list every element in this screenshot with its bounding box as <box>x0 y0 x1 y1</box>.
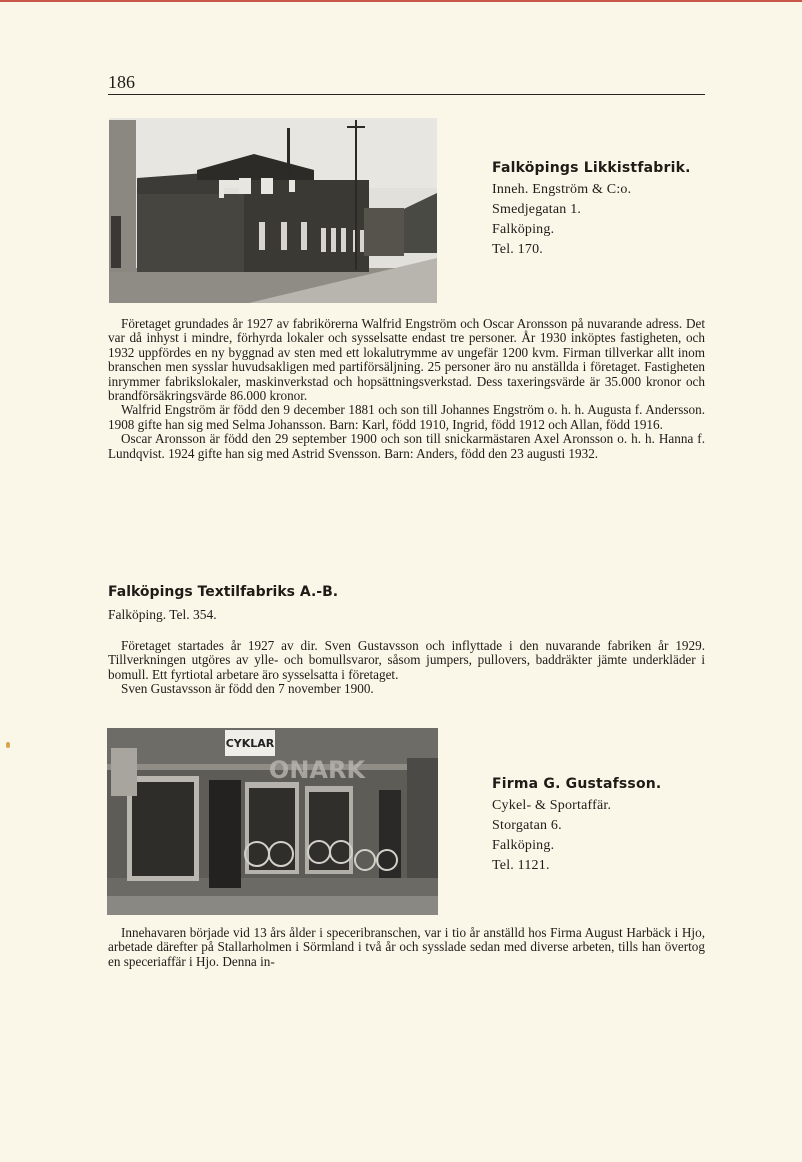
paragraph: Innehavaren började vid 13 års ålder i speceribranschen, var i tio år anställd hos Firma August Harbäck i Hjo, arbetade därefter på Stallarholmen i Sörmland i två år och sysslade sedan med diverse arbeten, tills han övertog en speceriaffär i Hjo. Denna in- <box>108 925 705 969</box>
city-line: Falköping. <box>492 838 555 853</box>
company-name: Falköpings Likkistfabrik. <box>492 160 691 176</box>
cyklar-sign: CYKLAR <box>225 737 275 750</box>
page-number: 186 <box>108 72 135 92</box>
paragraph: Sven Gustavsson är född den 7 november 1900. <box>121 681 374 697</box>
address-line: Storgatan 6. <box>492 818 562 833</box>
textilfabrik-contact: Falköping. Tel. 354. <box>108 607 217 622</box>
textilfabrik-name: Falköpings Textilfabriks A.-B. <box>108 584 339 600</box>
address-line: Smedjegatan 1. <box>492 202 582 217</box>
paper-mark <box>6 742 10 748</box>
gustafsson-text <box>108 926 705 969</box>
phone-line: Tel. 170. <box>492 242 543 257</box>
factory-photo <box>109 118 437 303</box>
paragraph: Oscar Aronsson är född den 29 september 1900 och son till snickarmästaren Axel Aronsson o. h. h. Hanna f. Lundqvist. 1924 gifte han sig med Astrid Svensson. Barn: Anders, född den 23 augusti 1932. <box>108 431 705 461</box>
company-name: Firma G. Gustafsson. <box>492 776 662 792</box>
paragraph: Företaget startades år 1927 av dir. Sven Gustavsson och inflyttade i den nuvarande fabriken år 1929. Tillverkningen utgöres av ylle- och bomullsvaror, såsom jumpers, pullovers, baddräkter jämte underkläder i bomull. Ett fyrtiotal arbetare äro sysselsatta i företaget. <box>108 638 705 682</box>
facade-lettering: ONARK <box>268 756 366 784</box>
likkistfabrik-text <box>108 317 705 461</box>
owner-line: Inneh. Engström & C:o. <box>492 182 632 197</box>
header-rule <box>108 94 705 95</box>
city-line: Falköping. <box>492 222 555 237</box>
paragraph: Walfrid Engström är född den 9 december 1881 och son till Johannes Engström o. h. h. Augusta f. Andersson. 1908 gifte han sig med Selma Johansson. Barn: Karl, född 1910, Ingrid, född 1912 och Allan, född 1916. <box>108 402 705 432</box>
page-top-edge <box>0 0 802 2</box>
gustafsson-info <box>492 774 661 876</box>
business-line: Cykel- & Sportaffär. <box>492 798 612 813</box>
textilfabrik-text <box>108 639 705 697</box>
likkistfabrik-info <box>492 158 691 260</box>
phone-line: Tel. 1121. <box>492 858 550 873</box>
paragraph: Företaget grundades år 1927 av fabrikörerna Walfrid Engström och Oscar Aronsson på nuvarande adress. Det var då inhyst i mindre, förhyrda lokaler och sysselsatte endast tre personer. År 1930 inköptes fastigheten, och 1932 uppfördes en ny byggnad av sten med ett lokalutrymme av ungefär 1200 kvm. Firman tillverkar allt inom branschen men sysslar huvudsakligen med partiförsäljning. 25 personer äro nu anställda i företaget. Fastigheten inrymmer fabrikslokaler, maskinverkstad och hopsättningsverkstad. Dess taxeringsvärde är 35.000 kronor och brandförsäkringsvärde 86.000 kronor. <box>108 316 705 404</box>
bicycle-shop-photo <box>107 728 438 915</box>
